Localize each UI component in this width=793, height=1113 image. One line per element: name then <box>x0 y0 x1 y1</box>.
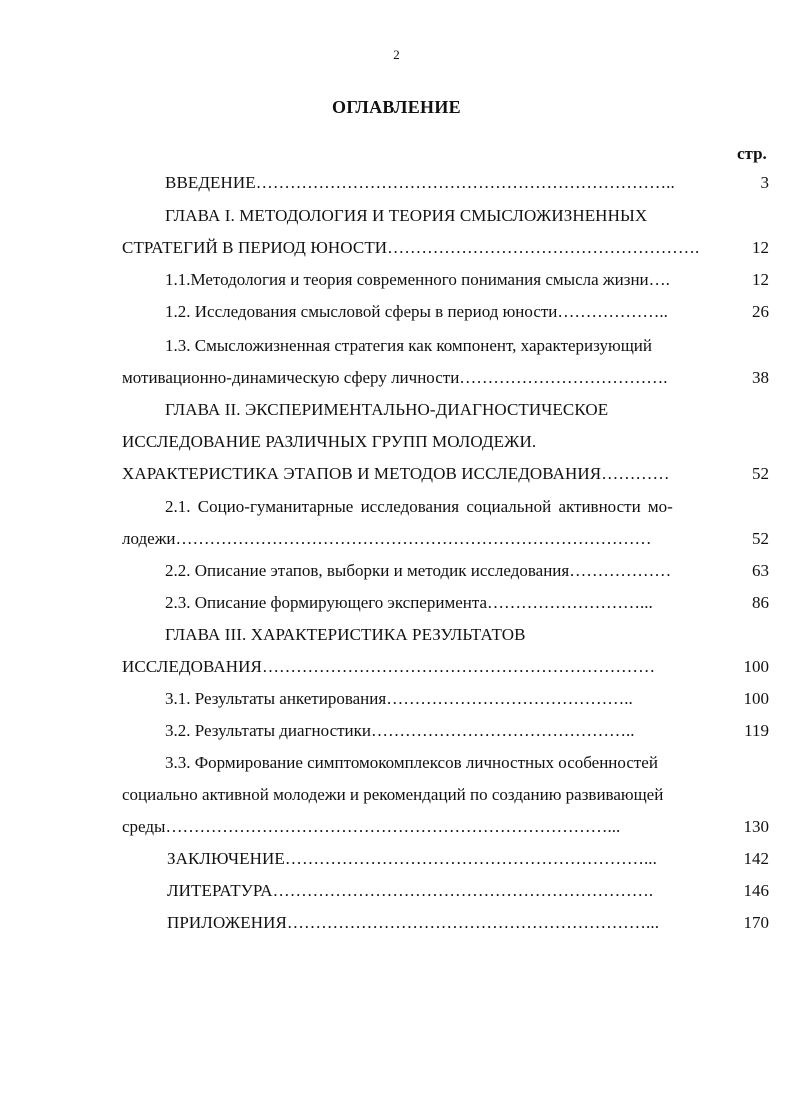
toc-entry-text: ИССЛЕДОВАНИЕ РАЗЛИЧНЫХ ГРУПП МОЛОДЕЖИ. <box>122 432 537 451</box>
toc-entry-page: 38 <box>752 368 769 387</box>
toc-entry-page: 119 <box>744 721 769 740</box>
toc-entry-3-1[interactable] <box>0 686 793 712</box>
toc-entry-text: ПРИЛОЖЕНИЯ………………………………………………………... <box>167 913 660 932</box>
toc-entry-2-3[interactable] <box>0 590 793 616</box>
toc-entry-page: 52 <box>752 464 769 483</box>
toc-entry-chapter-1-cont <box>0 235 793 261</box>
toc-entry-text: социально активной молодежи и рекомендаций по созданию развивающей <box>122 785 664 804</box>
toc-entry-text: 3.3. Формирование симптомокомплексов личностных особенностей <box>165 753 658 772</box>
toc-entry-text: 2.3. Описание формирующего эксперимента………………………... <box>165 593 653 612</box>
toc-entry-2-1[interactable] <box>0 494 793 520</box>
toc-entry-page: 26 <box>752 302 769 321</box>
toc-entry-text: 1.3. Смысложизненная стратегия как компонент, характеризующий <box>165 336 652 355</box>
toc-entry-text: среды……………………………………………………………………... <box>122 817 621 836</box>
toc-entry-1-1[interactable] <box>0 267 793 293</box>
toc-entry-3-3-cont-2 <box>0 814 793 840</box>
toc-entry-text: ЛИТЕРАТУРА…………………………………………………………. <box>167 881 654 900</box>
toc-entry-3-3[interactable] <box>0 750 793 776</box>
toc-entry-page: 12 <box>752 238 769 257</box>
toc-entry-page: 63 <box>752 561 769 580</box>
toc-entry-page: 146 <box>743 881 769 900</box>
toc-entry-3-3-cont <box>0 782 793 808</box>
toc-entry-chapter-2-cont <box>0 429 793 455</box>
toc-entry-chapter-1[interactable] <box>0 203 793 229</box>
toc-entry-text: 1.2. Исследования смысловой сферы в период юности……………….. <box>165 302 668 321</box>
toc-entry-text: СТРАТЕГИЙ В ПЕРИОД ЮНОСТИ………………………………………………. <box>122 238 700 257</box>
toc-entry-page: 52 <box>752 529 769 548</box>
toc-entry-text: 2.2. Описание этапов, выборки и методик исследования……………… <box>165 561 672 580</box>
toc-entry-chapter-3-cont <box>0 654 793 680</box>
toc-entry-text: ЗАКЛЮЧЕНИЕ………………………………………………………... <box>167 849 658 868</box>
toc-entry-page: 86 <box>752 593 769 612</box>
page-title: ОГЛАВЛЕНИЕ <box>332 97 461 117</box>
toc-entry-page: 100 <box>743 689 769 708</box>
toc-entry-page: 130 <box>743 817 769 836</box>
toc-entry-chapter-2-cont-2 <box>0 461 793 487</box>
toc-entry-text: ИССЛЕДОВАНИЯ…………………………………………………………… <box>122 657 656 676</box>
toc-entry-conclusion[interactable] <box>0 846 793 872</box>
toc-entry-text: лодежи………………………………………………………………………… <box>122 529 652 548</box>
toc-entry-2-2[interactable] <box>0 558 793 584</box>
page-number: 2 <box>393 47 400 62</box>
toc-entry-page: 170 <box>743 913 769 932</box>
toc-entry-page: 100 <box>743 657 769 676</box>
toc-entry-text: 1.1.Методология и теория современного понимания смысла жизни…. <box>165 270 670 289</box>
toc-entry-page: 142 <box>743 849 769 868</box>
toc-entry-text: ГЛАВА II. ЭКСПЕРИМЕНТАЛЬНО-ДИАГНОСТИЧЕСКОЕ <box>165 400 609 419</box>
toc-entry-page: 3 <box>760 173 769 192</box>
toc-entry-literature[interactable] <box>0 878 793 904</box>
toc-entry-text: 3.1. Результаты анкетирования…………………………………….. <box>165 689 633 708</box>
toc-entry-2-1-cont <box>0 526 793 552</box>
toc-entry-text: ВВЕДЕНИЕ……………………………………………………………….. <box>165 173 675 192</box>
toc-entry-text: 3.2. Результаты диагностики……………………………………….. <box>165 721 635 740</box>
toc-entry-chapter-2[interactable] <box>0 397 793 423</box>
toc-entry-1-3[interactable] <box>0 333 793 359</box>
toc-entry-text: ГЛАВА III. ХАРАКТЕРИСТИКА РЕЗУЛЬТАТОВ <box>165 625 526 644</box>
toc-entry-introduction[interactable] <box>0 170 793 196</box>
toc-entry-page: 12 <box>752 270 769 289</box>
toc-entry-chapter-3[interactable] <box>0 622 793 648</box>
toc-entry-1-3-cont <box>0 365 793 391</box>
toc-entry-text: 2.1. Социо-гуманитарные исследования социальной активности мо- <box>165 497 673 516</box>
toc-entry-3-2[interactable] <box>0 718 793 744</box>
toc-entry-1-2[interactable] <box>0 299 793 325</box>
page-column-label: стр. <box>737 144 767 163</box>
toc-entry-text: ГЛАВА I. МЕТОДОЛОГИЯ И ТЕОРИЯ СМЫСЛОЖИЗНЕННЫХ <box>165 206 648 225</box>
toc-entry-text: мотивационно-динамическую сферу личности………………………………. <box>122 368 668 387</box>
toc-entry-text: ХАРАКТЕРИСТИКА ЭТАПОВ И МЕТОДОВ ИССЛЕДОВАНИЯ………… <box>122 464 670 483</box>
toc-entry-appendices[interactable] <box>0 910 793 936</box>
